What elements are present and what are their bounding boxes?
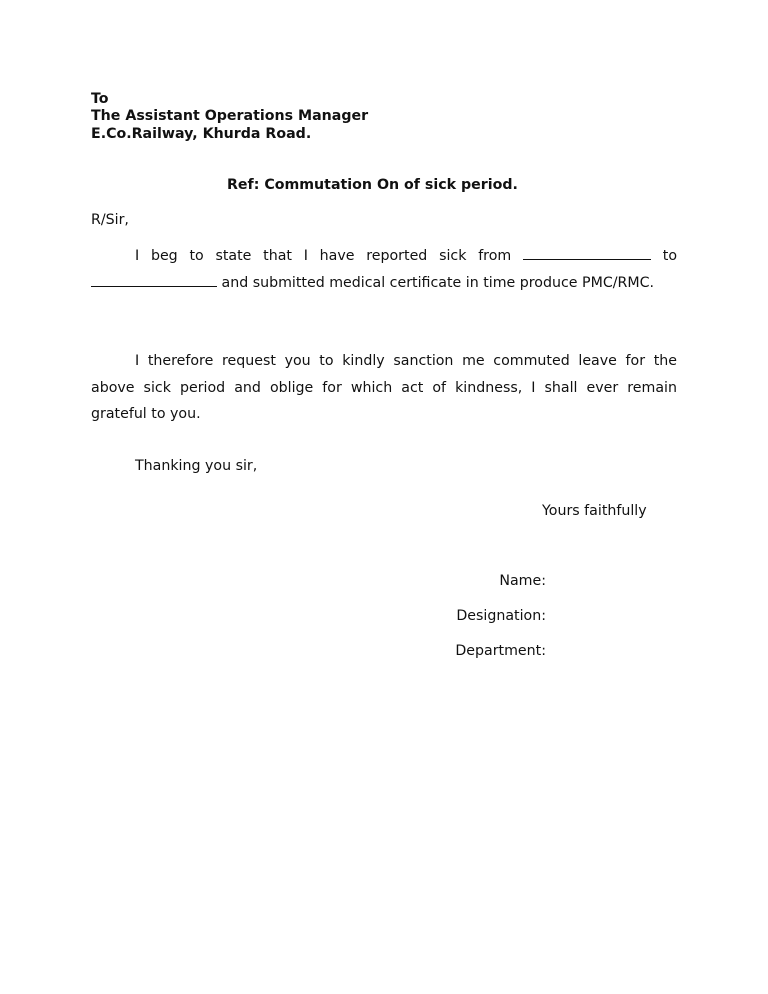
salutation: R/Sir, (91, 212, 129, 228)
paragraph1-part1: I beg to state that I have reported sick from (135, 248, 512, 264)
closing-line: Yours faithfully (542, 503, 647, 519)
recipient-to: To (91, 91, 109, 107)
designation-label: Designation: (456, 608, 546, 624)
paragraph1-part3: and submitted medical certificate in time produce PMC/RMC. (221, 274, 655, 291)
recipient-title: The Assistant Operations Manager (91, 108, 369, 124)
paragraph-request: I therefore request you to kindly sanction me commuted leave for the above sick period and oblige for which act of kindness, I shall ever remain grateful to you. (91, 353, 677, 422)
department-label: Department: (455, 643, 546, 659)
paragraph1-part2: to (662, 248, 677, 264)
recipient-office: E.Co.Railway, Khurda Road. (91, 126, 312, 142)
paragraph-report-sick (91, 243, 677, 296)
thanking-line: Thanking you sir, (135, 458, 258, 474)
to-date-blank[interactable] (91, 273, 217, 287)
subject-line: Ref: Commutation On of sick period. (227, 177, 518, 193)
from-date-blank[interactable] (523, 246, 651, 260)
name-label: Name: (499, 573, 546, 589)
